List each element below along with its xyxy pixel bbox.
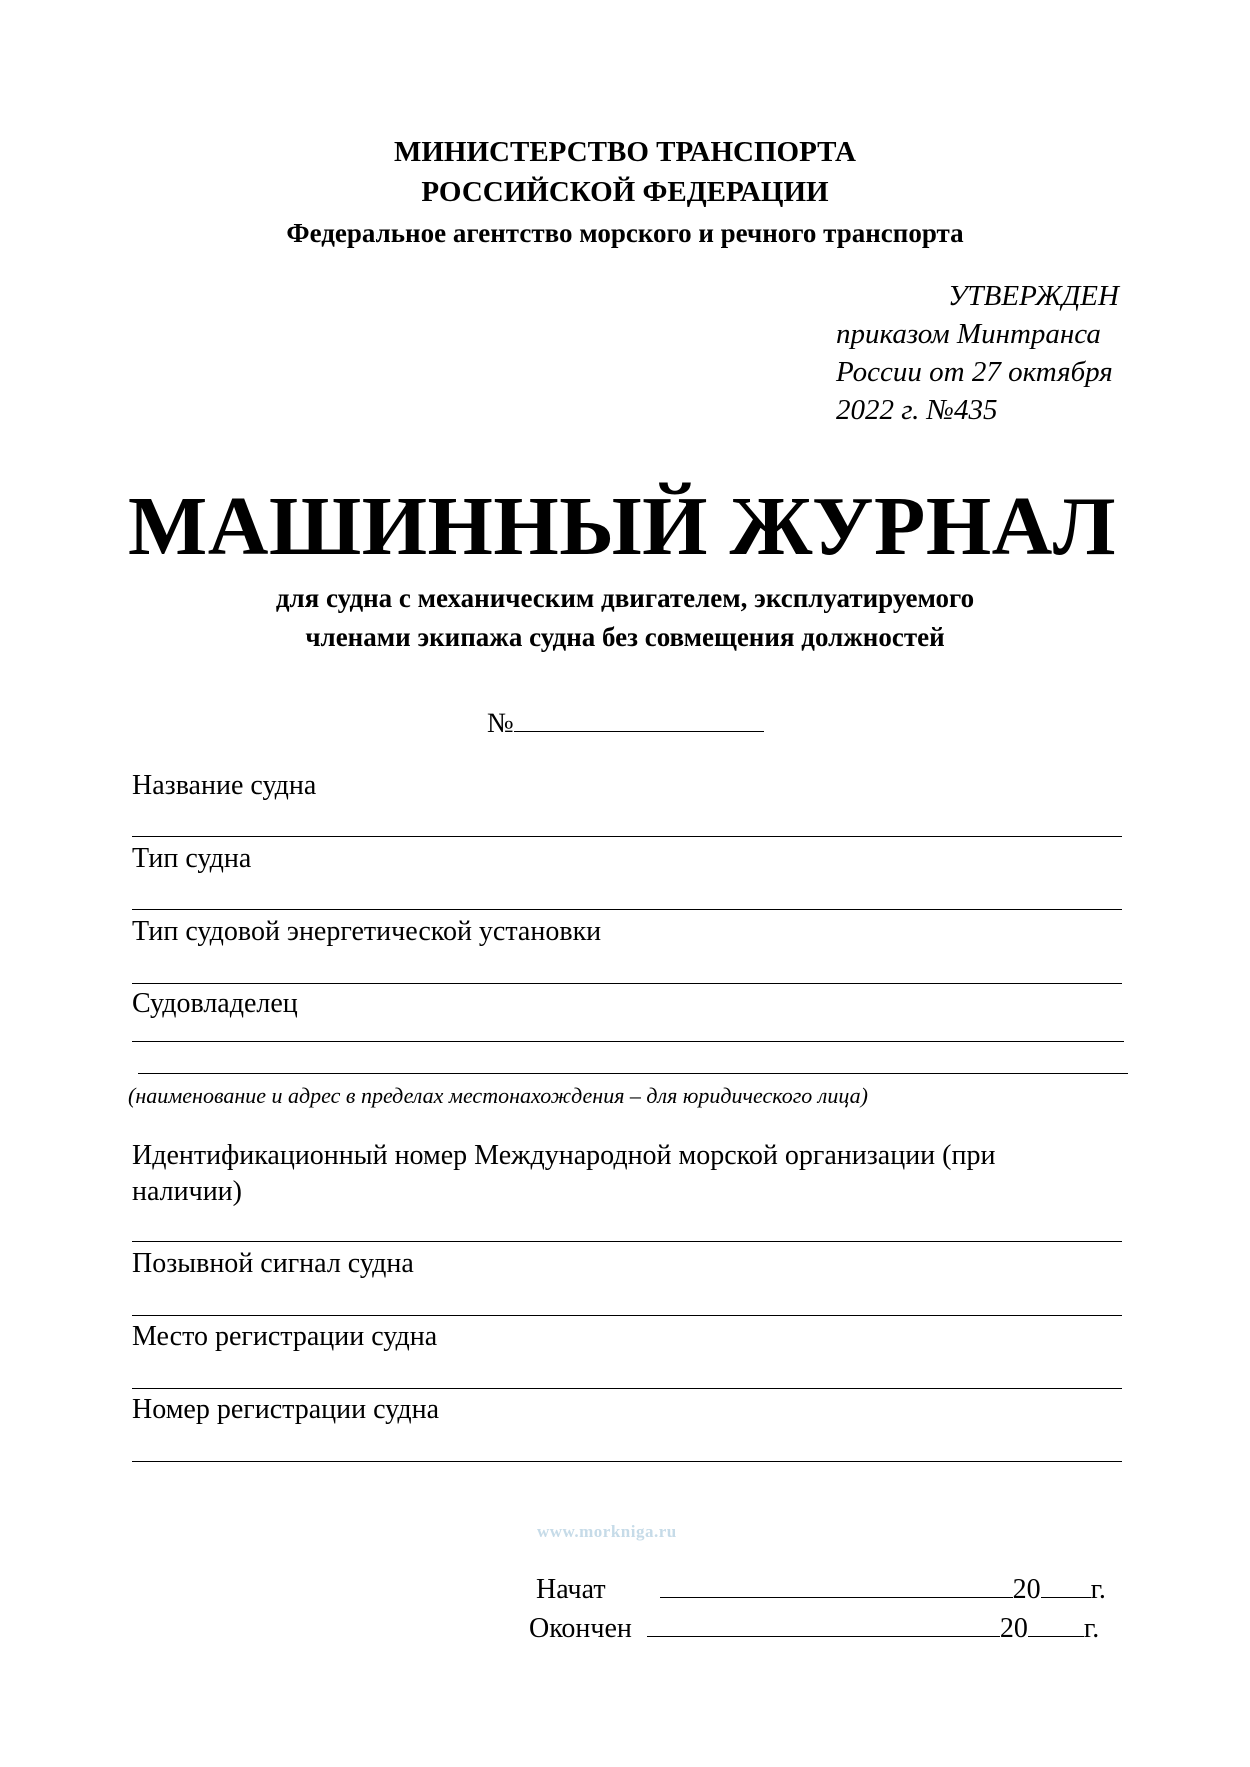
finished-year-blank[interactable]	[1028, 1610, 1084, 1637]
started-year-blank[interactable]	[1041, 1571, 1091, 1598]
finished-row	[529, 1610, 1099, 1645]
owner-blank-1[interactable]	[132, 1041, 1124, 1042]
started-row	[536, 1571, 1106, 1606]
approval-line-4: 2022 г. №435	[836, 394, 998, 426]
watermark: www.morkniga.ru	[537, 1522, 677, 1541]
vessel-name-label: Название судна	[132, 770, 317, 801]
call-sign-blank[interactable]	[132, 1315, 1122, 1316]
subtitle-line-2: членами экипажа судна без совмещения должностей	[305, 622, 945, 652]
approval-line-1: УТВЕРЖДЕН	[948, 280, 1119, 312]
registration-place-label: Место регистрации судна	[132, 1321, 438, 1352]
finished-date-blank[interactable]	[647, 1610, 1000, 1637]
number-label: №	[487, 708, 514, 739]
vessel-name-blank[interactable]	[132, 836, 1122, 837]
started-date-blank[interactable]	[660, 1571, 1013, 1598]
started-label: Начат	[536, 1574, 606, 1605]
number-blank[interactable]	[514, 705, 764, 732]
started-year-suffix: г.	[1090, 1574, 1106, 1605]
document-title: МАШИННЫЙ ЖУРНАЛ	[128, 480, 1116, 573]
finished-year-suffix: г.	[1083, 1613, 1100, 1644]
registration-place-blank[interactable]	[132, 1388, 1122, 1389]
power-plant-type-blank[interactable]	[132, 983, 1122, 984]
power-plant-type-label: Тип судовой энергетической установки	[132, 916, 602, 947]
owner-label: Судовладелец	[132, 988, 298, 1019]
imo-label-line-1: Идентификационный номер Международной морской организации (при	[132, 1140, 996, 1171]
ministry-line-2: РОССИЙСКОЙ ФЕДЕРАЦИИ	[421, 176, 829, 208]
call-sign-label: Позывной сигнал судна	[132, 1248, 414, 1279]
imo-label-line-2: наличии)	[132, 1176, 242, 1207]
vessel-type-blank[interactable]	[132, 909, 1122, 910]
registration-number-label: Номер регистрации судна	[132, 1394, 440, 1425]
agency-name: Федеральное агентство морского и речного транспорта	[286, 218, 964, 248]
approval-line-2: приказом Минтранса	[836, 318, 1101, 350]
owner-blank-2[interactable]	[138, 1073, 1128, 1074]
ministry-line-1: МИНИСТЕРСТВО ТРАНСПОРТА	[394, 136, 856, 168]
finished-label: Окончен	[529, 1613, 632, 1644]
imo-blank[interactable]	[132, 1241, 1122, 1242]
finished-year-prefix: 20	[999, 1613, 1028, 1644]
started-year-prefix: 20	[1012, 1574, 1041, 1605]
vessel-type-label: Тип судна	[132, 843, 252, 874]
registration-number-blank[interactable]	[132, 1461, 1122, 1462]
journal-number-field	[487, 705, 764, 740]
owner-note: (наименование и адрес в пределах местонахождения – для юридического лица)	[128, 1083, 868, 1108]
approval-line-3: России от 27 октября	[836, 356, 1113, 388]
subtitle-line-1: для судна с механическим двигателем, эксплуатируемого	[275, 583, 975, 613]
